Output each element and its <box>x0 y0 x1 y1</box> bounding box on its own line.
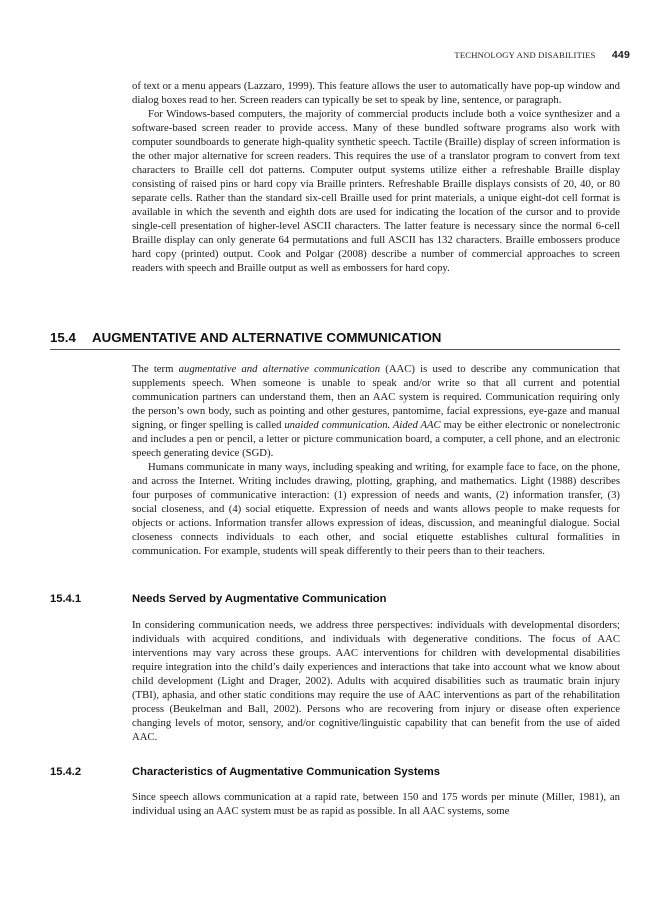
section-number: 15.4 <box>50 330 76 345</box>
page-number: 449 <box>611 49 630 61</box>
subsection-title: Needs Served by Augmentative Communication <box>132 593 387 605</box>
running-head <box>132 49 630 61</box>
subsection-heading-15-4-1 <box>50 593 620 605</box>
paragraph: For Windows-based computers, the majority of commercial products include both a voice synthesizer and a software-based screen reader to provide access. Many of these bundled software programs also work with computer soundboards to generate high-quality synthetic speech. Tactile (Braille) display of screen information is the other major alternative for screen readers. This requires the use of a translator program to convert from text characters to Braille cell dot patterns. Computer output systems utilize either a refreshable Braille display consisting of raised pins or hard copy via Braille printers. Refreshable Braille displays consists of 20, 40, or 80 separate cells. Rather than the standard six-cell Braille used for print materials, a unique eight-dot cell format is available in which the seventh and eighth dots are used for indicating the location of the cursor and to provide single-cell presentation of higher-level ASCII characters. The latter feature is necessary since the normal 6-cell Braille display can only generate 64 permutations and full ASCII has 132 characters. Braille embossers produce hard copy (printed) output. Cook and Polgar (2008) describe a number of commercial approaches to screen readers with speech and Braille output as well as embossers for hard copy. <box>132 108 620 274</box>
italic-term: augmentative and alternative communication <box>178 363 381 375</box>
paragraph: of text or a menu appears (Lazzaro, 1999). This feature allows the user to automatically have pop-up window and dialog boxes read to her. Screen readers can typically be set to speak by line, sentence, or paragraph. <box>132 80 620 106</box>
text-block-aac <box>132 362 620 558</box>
subsection-heading-15-4-2 <box>50 766 620 778</box>
subsection-number: 15.4.1 <box>50 593 82 605</box>
subsection-number: 15.4.2 <box>50 766 82 778</box>
text-block-characteristics <box>132 790 620 818</box>
paragraph: In considering communication needs, we address three perspectives: individuals with developmental disorders; individuals with acquired conditions, and individuals with degenerative conditions. The focus of AAC interventions may vary across these groups. AAC interventions for children with developmental disabilities require integration into the child’s daily experiences and interactions that take into account what we know about child development (Light and Drager, 2002). Adults with acquired disabilities such as traumatic brain injury (TBI), aphasia, and other static conditions may require the use of AAC interventions as part of the rehabilitation process (Beukelman and Ball, 2002). Persons who are recovering from injury or disease often experience changing levels of motor, sensory, and/or cognitive/linguistic capability that can benefit from the use of aided AAC. <box>132 619 620 743</box>
italic-term: unaided communication. Aided AAC <box>284 419 441 431</box>
section-title: AUGMENTATIVE AND ALTERNATIVE COMMUNICATION <box>92 330 442 345</box>
paragraph: Humans communicate in many ways, including speaking and writing, for example face to face, on the phone, and across the Internet. Writing includes drawing, plotting, graphing, and mathematics. Light (1988) describes four purposes of communicative interaction: (1) expression of needs and wants, (2) information transfer, (3) social closeness, and (4) social etiquette. Expression of needs and wants allows people to make requests for objects or actions. Information transfer allows expression of ideas, discussion, and meaningful dialogue. Social closeness connects individuals to each other, and social etiquette establishes cultural formalities in communication. For example, students will speak differently to their peers than to their teachers. <box>132 461 620 557</box>
running-head-title: TECHNOLOGY AND DISABILITIES <box>454 50 596 60</box>
text-block-needs <box>132 618 620 744</box>
paragraph <box>132 362 620 460</box>
text-block-screen-readers <box>132 79 620 275</box>
subsection-title: Characteristics of Augmentative Communication Systems <box>132 766 440 778</box>
text-run: may be either electronic or nonelectronic and includes a pen or pencil, a letter or picture communication board, a computer, a cell phone, and an electronic speech generating device (SGD). <box>132 419 620 459</box>
section-heading-15-4 <box>50 330 620 350</box>
text-run: The term <box>132 363 179 375</box>
paragraph: Since speech allows communication at a rapid rate, between 150 and 175 words per minute (Miller, 1981), an individual using an AAC system must be as rapid as possible. In all AAC systems, some <box>132 791 620 817</box>
text-run: (AAC) is used to describe any communication that supplements speech. When someone is unable to speak and/or write so that all current and potential communication partners can understand them, then an AAC system is required. Communication requiring only the person’s own body, such as pointing and other gestures, pantomime, facial expressions, eye-gaze and manual signing, or finger spelling is called <box>132 363 620 431</box>
